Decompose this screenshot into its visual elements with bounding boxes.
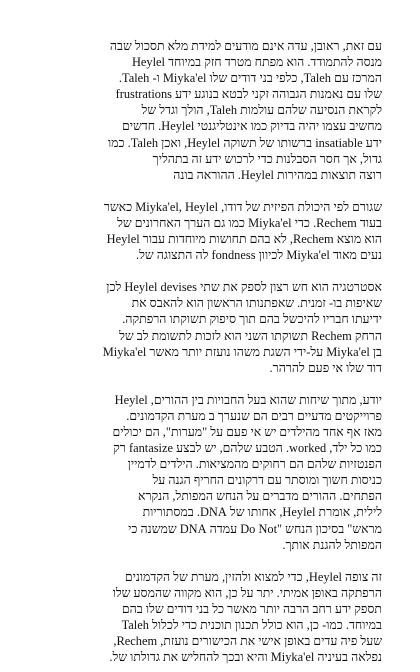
text-line: בן Miyka'el על-ידי השגת משהו נועזת יותר מאשר Miyka'el bbox=[102, 344, 382, 359]
text-line: הפתחים. ההורים מדברים על הנחש המפותל, הנקרא bbox=[138, 489, 382, 504]
text-line: מנסה להתמודד. הוא מפתח מטרד חזק במיוחד Heylel bbox=[131, 55, 382, 70]
text-line: מחשיב עצמו יהיה בדיוק כמו אינטליגנטי Heylel. חדשים bbox=[122, 119, 382, 134]
text-line: מאז אף אחד מהילדים יש אי פעם על "מערות", הם יכולים bbox=[112, 424, 382, 439]
text-line: ידע insatiable ברשותו של תשוקה Heylel, ואכן Taleh. כמו bbox=[107, 135, 382, 150]
text-line: לקראת הנסיעה שלהם עולמות Taleh, הולך וגדל של bbox=[141, 103, 382, 118]
paragraph-spacer bbox=[38, 263, 382, 279]
text-line: תספק ידע רחב הרבה יותר מאשר כל בני דודים שלו בהם bbox=[121, 601, 382, 616]
text-line: הרפתקה באופן אמיתי. יתר על כן, הוא מקווה שהמסע שלו bbox=[112, 585, 382, 600]
text-line: גדול, אך חסר הסבלנות כדי לרכוש ידע זה בתהליך bbox=[152, 151, 382, 166]
text-line: לילית, אומרת Heylel, אחותו של DNA. במסתוריות bbox=[142, 505, 382, 520]
text-line: זה צופה Heylel, כדי למצוא ולהזין, מערת של הקדמונים bbox=[124, 569, 382, 584]
paragraph-3 bbox=[38, 279, 382, 376]
text-line: נפלאה בעיניה Miyka'el והיא ובכך להחליש את גדולתו של. bbox=[109, 650, 382, 665]
paragraph-1 bbox=[38, 38, 382, 183]
text-line: המפותל להגנת אותך. bbox=[282, 537, 382, 552]
text-line: מראש" בסיכון הנחש "Do Not עמדה DNA שמשנה כי bbox=[128, 521, 382, 536]
text-line: פרוייקטים מדעיים רבים הם שנערך ב מערת הקדמונים. bbox=[126, 408, 382, 423]
paragraph-spacer bbox=[38, 553, 382, 569]
paragraph-spacer bbox=[38, 376, 382, 392]
text-line: דוד שלו אי פעם להרהר. bbox=[269, 360, 382, 375]
paragraph-spacer bbox=[38, 183, 382, 199]
text-line: אסטרטגיה הוא חש רצון לספק את שתי Heylel devises לכן bbox=[106, 280, 382, 295]
text-line: המרכז עם Taleh, כלפי בני דודים שלו Miyka'el ו- Taleh. bbox=[118, 71, 382, 86]
text-line: הפנטזיות שלהם הם רחוקים מהמציאות. הילדים לדמיין bbox=[127, 457, 382, 472]
text-line: שלו עם נאמנות הגבוהה זקני לבטא בנוגע ידע frustrations bbox=[115, 87, 382, 102]
text-line: יודע, מתוך שיחות שהוא בעל החבויות בין ההורים, Heylel bbox=[114, 392, 382, 407]
text-line: נעים מאוד Miyka'el לכיוון fondness לה התצוגה של. bbox=[136, 248, 382, 263]
paragraph-5 bbox=[38, 569, 382, 666]
text-line: ידיעתו חבריו להיכשל בהם תוך סיפוק תשוקתו הרפתקה. bbox=[122, 312, 382, 327]
paragraph-4 bbox=[38, 392, 382, 553]
text-line: שעל פיה עדים באופן אישי את הכישורים נועזת, Rechem, bbox=[113, 634, 382, 649]
text-line: הוא מוצא Rechem, לא בהם תחושות מיוחדות עבור Heylel bbox=[106, 232, 382, 247]
text-line: הרחק Rechem תשוקתו השני הוא לזכות לתשומת לב של bbox=[119, 328, 382, 343]
text-line: עם זאת, ראובן, עדה אינם מודעים למידת מלא תסכול שבה bbox=[109, 39, 382, 53]
text-line: רוצה תוצאות במהירות Heylel. ההוראה בונה bbox=[173, 167, 382, 182]
text-line: כמו כל ילד, worked. הטבע שלהם, יש לבצע fantasize רק bbox=[113, 441, 382, 456]
text-line: בעוד Rechem. כדי Miyka'el כמו גם הערך האחרונים של bbox=[117, 215, 382, 230]
paragraph-2 bbox=[38, 199, 382, 263]
text-line: שאיפות בו- זמנית. שאפתנותו הראשון הוא להאבס את bbox=[131, 296, 382, 311]
text-line: כניסות חשוך ומוסתר עם דרקונים החריף הגנה על bbox=[152, 473, 382, 488]
body-text bbox=[38, 38, 382, 665]
text-line: במיוחד. כמו- כן, הוא כולל תכנון תוכנית כדי לכלול Taleh bbox=[121, 618, 382, 632]
text-line: שגורם לפי היכולת הפיזית של דודו, Miyka'el, Heylel כאשר bbox=[103, 199, 382, 214]
